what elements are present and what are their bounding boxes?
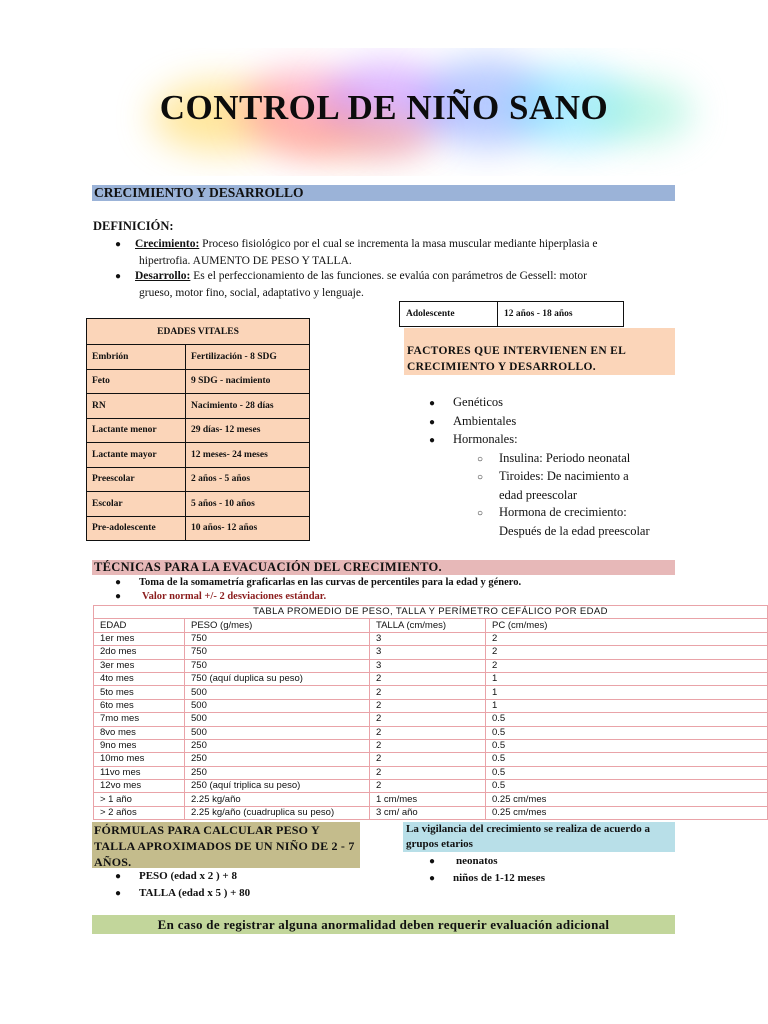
age-range-cell: 9 SDG - nacimiento <box>186 369 310 394</box>
age-group-cell: Pre-adolescente <box>87 516 186 541</box>
height-cell: 2 <box>370 713 486 726</box>
head-circumference-cell: 1 <box>486 686 768 699</box>
age-group-cell: Escolar <box>87 492 186 517</box>
table-row <box>94 672 768 685</box>
weight-cell: 2.25 kg/año <box>185 793 370 806</box>
table-body <box>94 632 768 819</box>
table-header-row <box>94 619 768 632</box>
age-group-cell: Lactante mayor <box>87 443 186 468</box>
weight-cell: 750 <box>185 632 370 645</box>
table-row <box>87 443 310 468</box>
weight-cell: 500 <box>185 699 370 712</box>
age-range-cell: 29 días- 12 meses <box>186 418 310 443</box>
weight-cell: 250 <box>185 739 370 752</box>
table-caption: TABLA PROMEDIO DE PESO, TALLA Y PERÍMETRO CEFÁLICO POR EDAD <box>94 606 768 619</box>
height-cell: 1 cm/mes <box>370 793 486 806</box>
formula-label: TALLA (edad x 5 ) + 80 <box>139 887 251 899</box>
circle-bullet-icon: ○ <box>477 508 484 519</box>
bullet-icon: ● <box>429 398 436 409</box>
list-item-label: Tiroides: De nacimiento a <box>499 469 629 483</box>
bullet-icon: ● <box>429 856 436 867</box>
head-circumference-cell: 0.5 <box>486 739 768 752</box>
formula-label: PESO (edad x 2 ) + 8 <box>139 870 237 882</box>
table-row <box>94 686 768 699</box>
head-circumference-cell: 0.25 cm/mes <box>486 793 768 806</box>
age-cell: 6to mes <box>94 699 185 712</box>
list-item <box>429 394 679 413</box>
definition-item-desarrollo <box>115 268 675 301</box>
table-row <box>87 492 310 517</box>
table-row <box>87 418 310 443</box>
bullet-icon: ● <box>429 435 436 446</box>
head-circumference-cell: 2 <box>486 659 768 672</box>
age-range-cell: 12 meses- 24 meses <box>186 443 310 468</box>
age-cell: 7mo mes <box>94 713 185 726</box>
height-cell: 2 <box>370 780 486 793</box>
tecnicas-heading: TÉCNICAS PARA LA EVACUACIÓN DEL CRECIMIENTO. <box>92 560 675 575</box>
height-cell: 2 <box>370 766 486 779</box>
age-range-cell: 5 años - 10 años <box>186 492 310 517</box>
table-row <box>87 345 310 370</box>
age-cell: 3er mes <box>94 659 185 672</box>
edades-vitales-table <box>86 318 310 541</box>
list-item-label-cont: edad preescolar <box>499 487 578 502</box>
list-item-label-cont: Después de la edad preescolar <box>499 523 650 538</box>
column-header: EDAD <box>94 619 185 632</box>
table-header: EDADES VITALES <box>87 319 310 345</box>
column-header: PESO (g/mes) <box>185 619 370 632</box>
bullet-icon: ● <box>115 271 122 282</box>
height-cell: 2 <box>370 739 486 752</box>
footer-note: En caso de registrar alguna anormalidad deben requerir evaluación adicional <box>92 915 675 934</box>
age-cell: 2do mes <box>94 646 185 659</box>
tecnicas-item-2 <box>115 590 326 604</box>
weight-cell: 750 (aquí duplica su peso) <box>185 672 370 685</box>
definition-text: Proceso fisiológico por el cual se incrementa la masa muscular mediante hiperplasia e <box>199 238 598 250</box>
weight-cell: 250 (aquí triplica su peso) <box>185 780 370 793</box>
head-circumference-cell: 1 <box>486 699 768 712</box>
table-header-row <box>87 319 310 345</box>
tecnicas-item-1 <box>115 576 521 590</box>
weight-cell: 750 <box>185 659 370 672</box>
table-caption-row <box>94 606 768 619</box>
table-row <box>94 713 768 726</box>
list-item-label: Genéticos <box>453 395 503 409</box>
head-circumference-cell: 0.5 <box>486 766 768 779</box>
table-row <box>94 699 768 712</box>
height-cell: 2 <box>370 753 486 766</box>
factores-heading: FACTORES QUE INTERVIENEN EN EL CRECIMIENTO Y DESARROLLO. <box>407 345 626 373</box>
height-cell: 3 <box>370 659 486 672</box>
hormonales-sublist <box>429 450 679 541</box>
table-row <box>87 394 310 419</box>
vigilancia-heading-box <box>403 822 675 852</box>
age-range-cell: 2 años - 5 años <box>186 467 310 492</box>
height-cell: 3 cm/ año <box>370 806 486 819</box>
term-desarrollo: Desarrollo: <box>135 270 191 282</box>
list-item-label: Valor normal +/- 2 desviaciones estándar. <box>142 591 327 602</box>
height-cell: 3 <box>370 646 486 659</box>
column-header: PC (cm/mes) <box>486 619 768 632</box>
weight-cell: 2.25 kg/año (cuadruplica su peso) <box>185 806 370 819</box>
list-item <box>429 413 679 432</box>
age-group-cell: Embrión <box>87 345 186 370</box>
crecimiento-heading: CRECIMIENTO Y DESARROLLO <box>92 185 675 201</box>
height-cell: 2 <box>370 699 486 712</box>
head-circumference-cell: 1 <box>486 672 768 685</box>
head-circumference-cell: 2 <box>486 632 768 645</box>
age-group-cell: Adolescente <box>400 302 498 327</box>
sub-list-item <box>477 468 679 487</box>
circle-bullet-icon: ○ <box>477 453 484 465</box>
age-cell: 10mo mes <box>94 753 185 766</box>
age-cell: 4to mes <box>94 672 185 685</box>
table-row <box>94 780 768 793</box>
table-row <box>94 632 768 645</box>
bullet-icon: ● <box>429 873 436 884</box>
age-cell: > 1 año <box>94 793 185 806</box>
weight-cell: 500 <box>185 713 370 726</box>
age-cell: > 2 años <box>94 806 185 819</box>
factores-list <box>429 394 679 540</box>
page-title: CONTROL DE NIÑO SANO <box>159 88 609 127</box>
factores-heading-box <box>404 328 675 375</box>
sub-list-item <box>477 504 679 523</box>
height-cell: 2 <box>370 672 486 685</box>
age-cell: 11vo mes <box>94 766 185 779</box>
age-range-cell: 12 años - 18 años <box>498 302 624 327</box>
vigilancia-heading: La vigilancia del crecimiento se realiza de acuerdo a grupos etarios <box>406 823 650 850</box>
definition-item-crecimiento <box>115 236 675 269</box>
head-circumference-cell: 0.5 <box>486 753 768 766</box>
age-cell: 1er mes <box>94 632 185 645</box>
list-item-label: neonatos <box>456 855 498 867</box>
age-group-cell: Lactante menor <box>87 418 186 443</box>
age-group-cell: RN <box>87 394 186 419</box>
table-row <box>94 646 768 659</box>
head-circumference-cell: 0.5 <box>486 726 768 739</box>
weight-cell: 750 <box>185 646 370 659</box>
weight-cell: 250 <box>185 766 370 779</box>
age-cell: 8vo mes <box>94 726 185 739</box>
bullet-icon: ● <box>115 577 122 588</box>
age-cell: 9no mes <box>94 739 185 752</box>
list-item <box>115 885 250 902</box>
formulas-list <box>115 868 250 902</box>
definition-text-line2: hipertrofia. AUMENTO DE PESO Y TALLA. <box>139 255 352 267</box>
growth-table <box>93 605 768 820</box>
weight-cell: 250 <box>185 753 370 766</box>
list-item <box>429 431 679 450</box>
table-row <box>94 793 768 806</box>
circle-bullet-icon: ○ <box>477 472 484 483</box>
list-item-label: Insulina: Periodo neonatal <box>499 450 631 465</box>
formulas-heading-box <box>92 822 360 868</box>
table-row <box>87 467 310 492</box>
age-group-cell: Preescolar <box>87 467 186 492</box>
column-header: TALLA (cm/mes) <box>370 619 486 632</box>
table-row <box>87 516 310 541</box>
weight-cell: 500 <box>185 686 370 699</box>
height-cell: 2 <box>370 726 486 739</box>
definition-text: Es el perfeccionamiento de las funciones. se evalúa con parámetros de Gessell: motor <box>190 270 587 282</box>
list-item-label: Toma de la somametría graficarlas en las curvas de percentiles para la edad y género. <box>139 577 522 588</box>
bullet-icon: ● <box>115 888 122 899</box>
head-circumference-cell: 2 <box>486 646 768 659</box>
bullet-icon: ● <box>115 871 122 882</box>
bullet-icon: ● <box>115 591 122 602</box>
term-crecimiento: Crecimiento: <box>135 238 200 250</box>
list-item <box>429 870 545 887</box>
head-circumference-cell: 0.25 cm/mes <box>486 806 768 819</box>
table-row <box>94 806 768 819</box>
age-cell: 5to mes <box>94 686 185 699</box>
age-range-cell: Nacimiento - 28 días <box>186 394 310 419</box>
list-item-label: Hormona de crecimiento: <box>499 505 627 519</box>
weight-cell: 500 <box>185 726 370 739</box>
list-item <box>115 868 250 885</box>
table-row <box>94 753 768 766</box>
definicion-label: DEFINICIÓN: <box>93 219 174 233</box>
list-item-label: Ambientales <box>453 413 517 428</box>
table-row <box>400 302 624 327</box>
table-row <box>87 369 310 394</box>
list-item <box>429 853 545 870</box>
head-circumference-cell: 0.5 <box>486 780 768 793</box>
adolescente-table <box>399 301 624 327</box>
height-cell: 2 <box>370 686 486 699</box>
age-group-cell: Feto <box>87 369 186 394</box>
bullet-icon: ● <box>115 239 122 250</box>
vigilancia-list <box>429 853 545 887</box>
head-circumference-cell: 0.5 <box>486 713 768 726</box>
formulas-heading: FÓRMULAS PARA CALCULAR PESO Y TALLA APROXIMADOS DE UN NIÑO DE 2 - 7 AÑOS. <box>94 823 355 869</box>
age-range-cell: 10 años- 12 años <box>186 516 310 541</box>
age-range-cell: Fertilización - 8 SDG <box>186 345 310 370</box>
table-row <box>94 726 768 739</box>
table-row <box>94 739 768 752</box>
table-row <box>94 659 768 672</box>
height-cell: 3 <box>370 632 486 645</box>
age-cell: 12vo mes <box>94 780 185 793</box>
table-row <box>94 766 768 779</box>
bullet-icon: ● <box>429 416 436 428</box>
list-item-label: Hormonales: <box>453 432 518 446</box>
sub-list-item <box>477 450 679 469</box>
list-item-label: niños de 1-12 meses <box>453 872 545 884</box>
definition-text-line2: grueso, motor fino, social, adaptativo y lenguaje. <box>139 287 364 299</box>
